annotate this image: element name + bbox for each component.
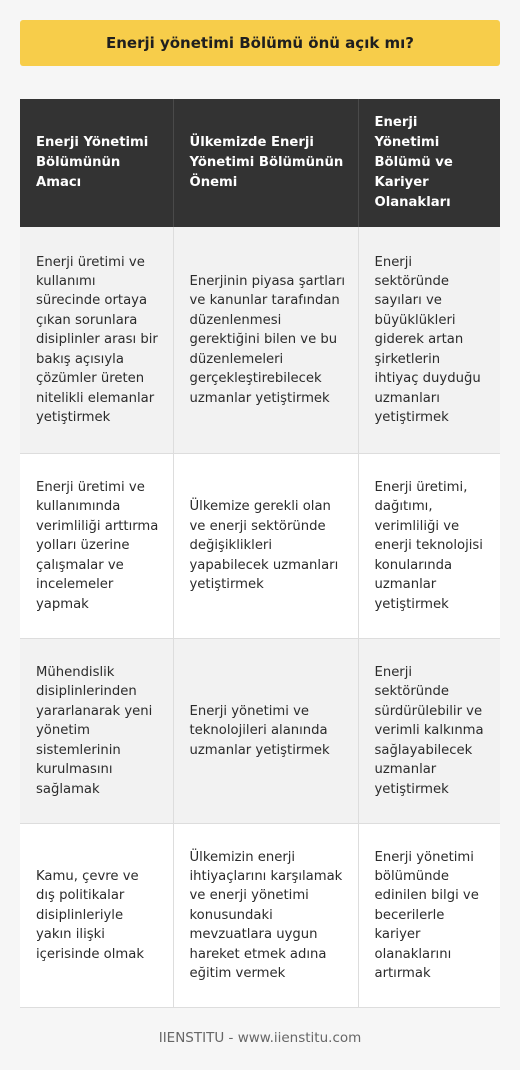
table-cell: Enerjinin piyasa şartları ve kanunlar tarafından düzenlenmesi gerektiğini bilen ve bu düzenlemeleri gerçekleştirebilecek uzmanlar yetiştirmek — [173, 227, 358, 454]
table-row — [20, 454, 500, 639]
footer-credit: IIENSTITU - www.iienstitu.com — [158, 1030, 362, 1046]
table-header-row — [20, 99, 500, 227]
page-title: Enerji yönetimi Bölümü önü açık mı? — [105, 34, 415, 52]
table-cell: Enerji sektöründe sürdürülebilir ve verimli kalkınma sağlayabilecek uzmanlar yetiştirmek — [358, 639, 500, 824]
table-row — [20, 227, 500, 454]
table-cell: Mühendislik disiplinlerinden yararlanarak yeni yönetim sistemlerinin kurulmasını sağlamak — [20, 639, 173, 824]
table-cell: Ülkemize gerekli olan ve enerji sektöründe değişiklikleri yapabilecek uzmanları yetiştirmek — [173, 454, 358, 639]
column-header-purpose: Enerji Yönetimi Bölümünün Amacı — [20, 99, 173, 227]
table-cell: Enerji üretimi ve kullanımı sürecinde ortaya çıkan sorunlara disiplinler arası bir bakış açısıyla çözümler üreten nitelikli elemanlar yetiştirmek — [20, 227, 173, 454]
table-row — [20, 824, 500, 1008]
table-cell: Enerji yönetimi ve teknolojileri alanında uzmanlar yetiştirmek — [173, 639, 358, 824]
table-cell: Enerji üretimi ve kullanımında verimliliği arttırma yolları üzerine çalışmalar ve incelemeler yapmak — [20, 454, 173, 639]
table-cell: Kamu, çevre ve dış politikalar disiplinleriyle yakın ilişki içerisinde olmak — [20, 824, 173, 1008]
comparison-table — [20, 99, 500, 1008]
title-banner — [20, 20, 500, 66]
table-cell: Enerji yönetimi bölümünde edinilen bilgi ve becerilerle kariyer olanaklarını artırmak — [358, 824, 500, 1008]
table-cell: Enerji sektöründe sayıları ve büyüklükleri giderek artan şirketlerin ihtiyaç duyduğu uzmanları yetiştirmek — [358, 227, 500, 454]
column-header-career: Enerji Yönetimi Bölümü ve Kariyer Olanakları — [358, 99, 500, 227]
column-header-importance: Ülkemizde Enerji Yönetimi Bölümünün Önemi — [173, 99, 358, 227]
table-row — [20, 639, 500, 824]
table-cell: Ülkemizin enerji ihtiyaçlarını karşılamak ve enerji yönetimi konusundaki mevzuatlara uygun hareket etmek adına eğitim vermek — [173, 824, 358, 1008]
table-cell: Enerji üretimi, dağıtımı, verimliliği ve enerji teknolojisi konularında uzmanlar yetiştirmek — [358, 454, 500, 639]
